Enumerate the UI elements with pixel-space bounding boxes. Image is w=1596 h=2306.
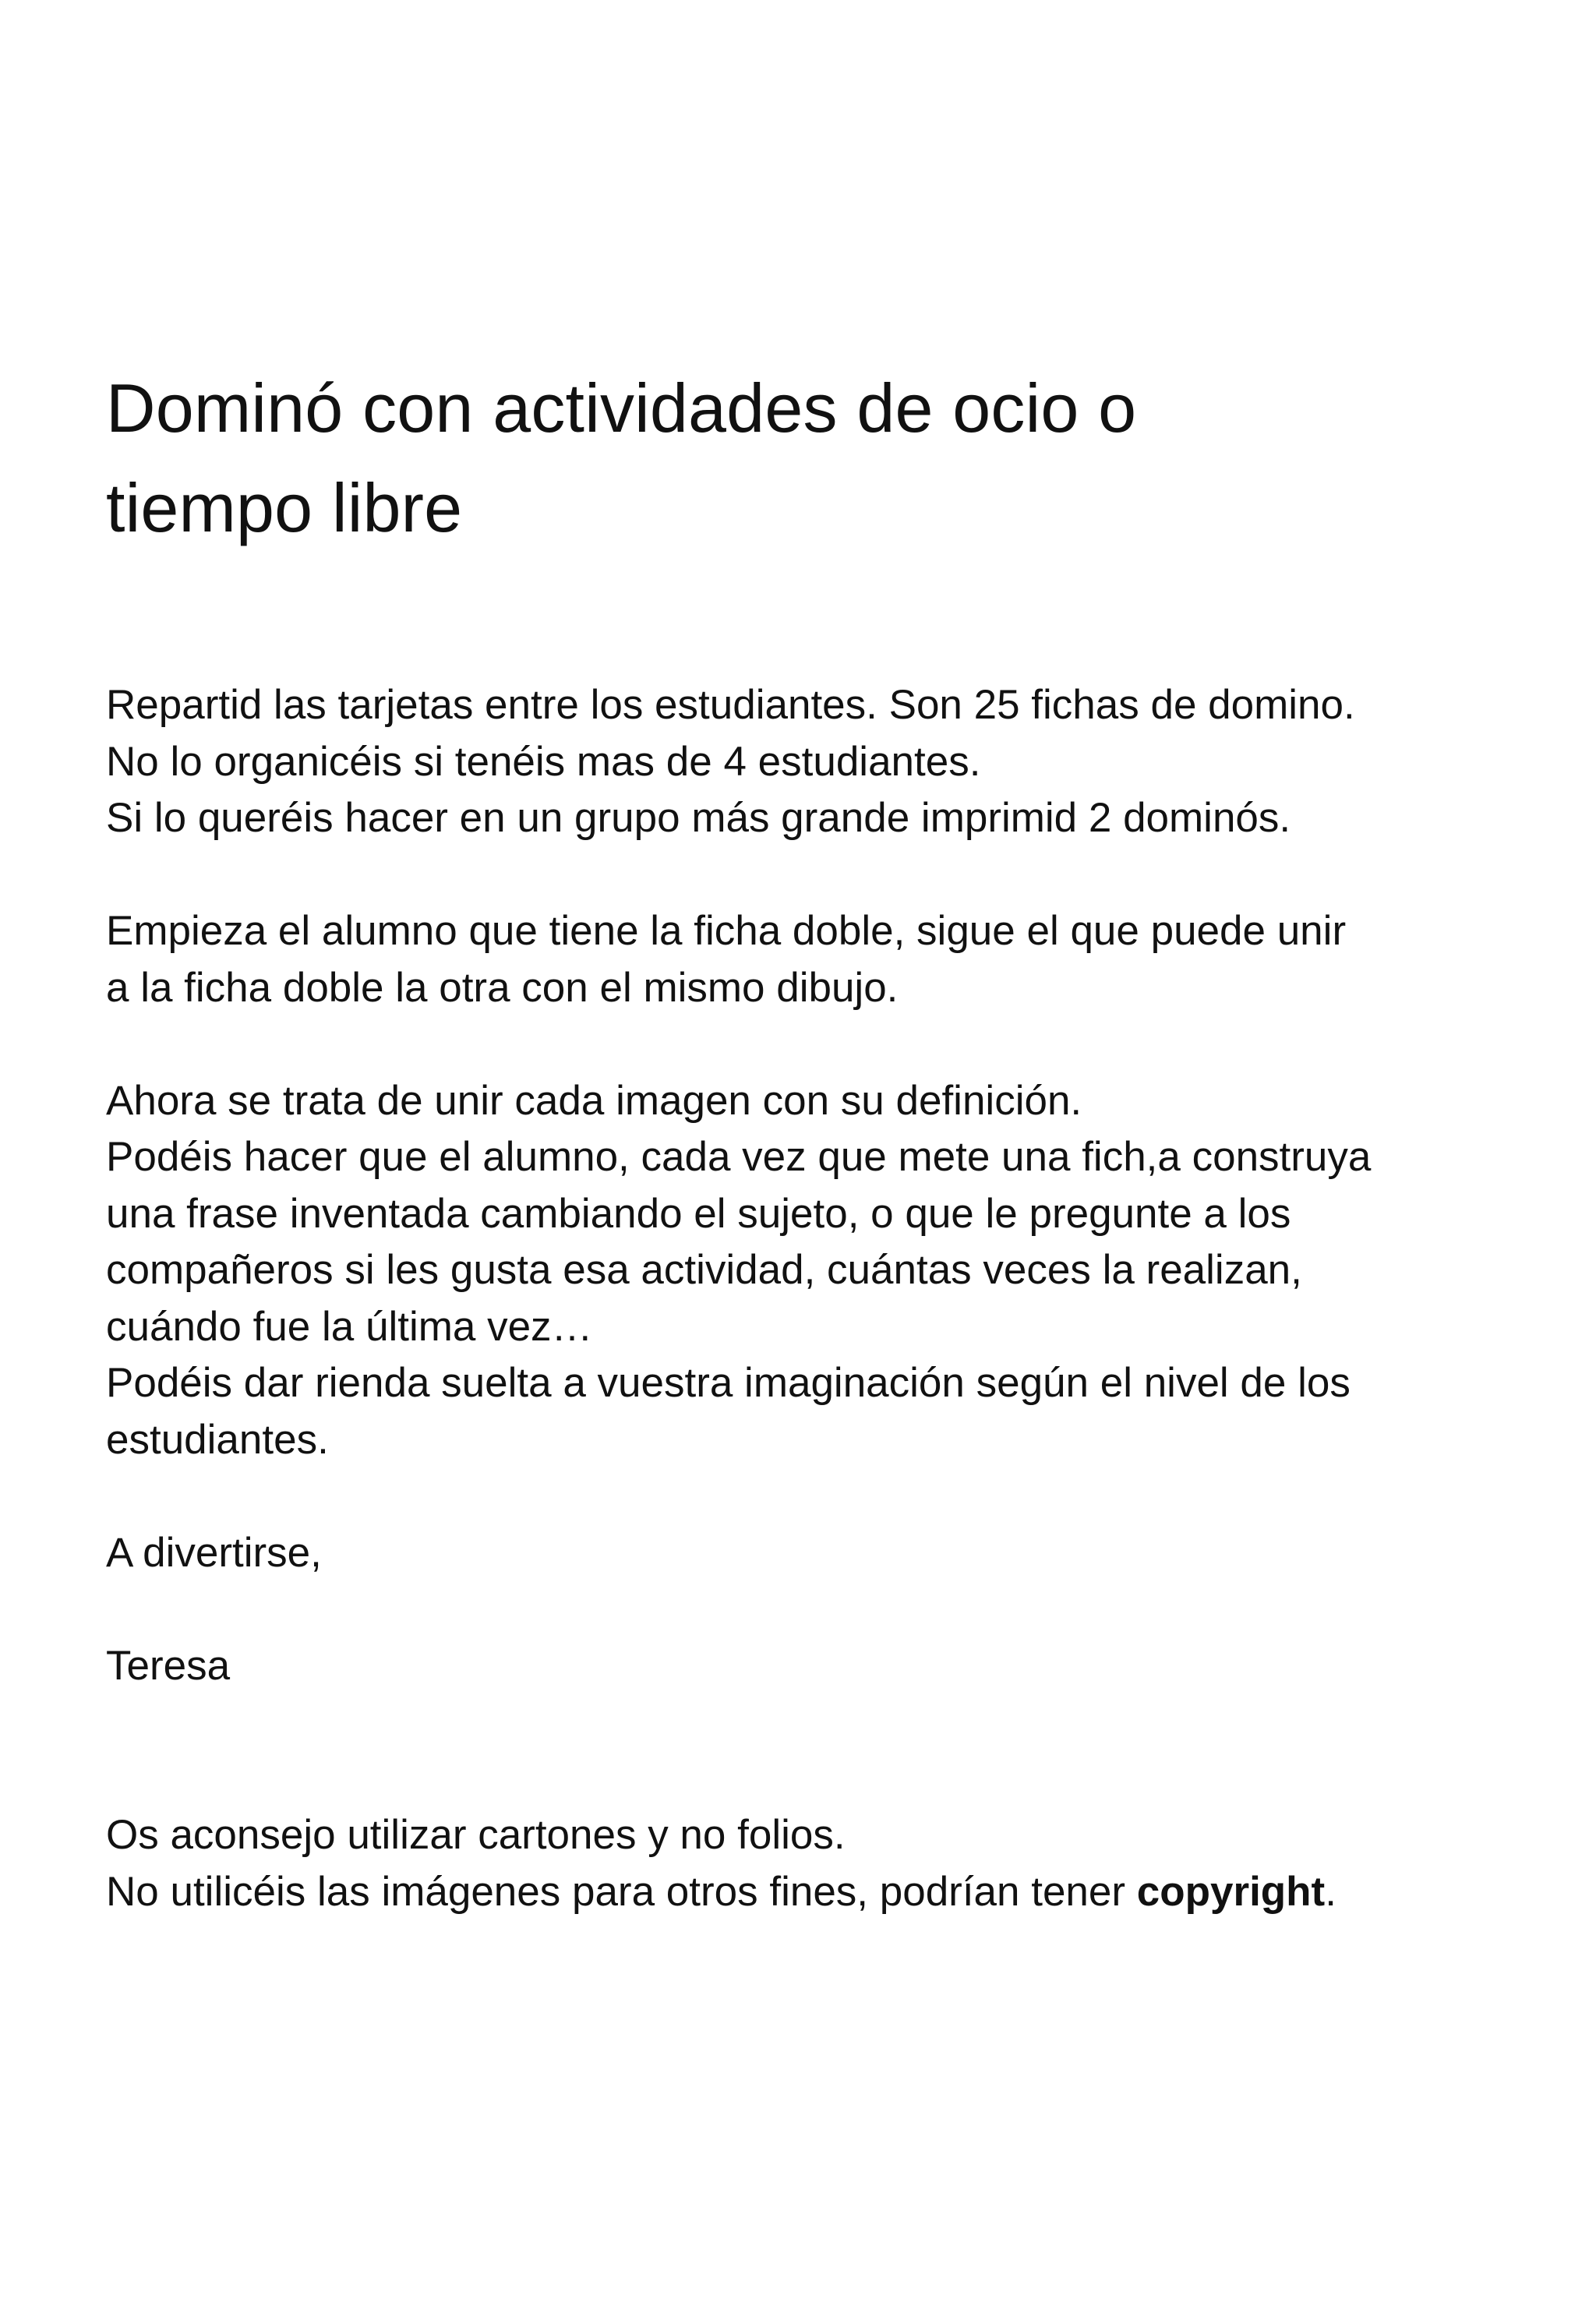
title-line: tiempo libre	[106, 469, 463, 546]
text-line: estudiantes.	[106, 1416, 329, 1463]
notes-paragraph	[106, 1807, 1509, 1920]
signature-paragraph	[106, 1638, 1509, 1695]
text-line: cuándo fue la última vez…	[106, 1303, 593, 1350]
document-body	[106, 677, 1509, 1920]
copyright-notice-prefix: No utilicéis las imágenes para otros fines, podrían tener	[106, 1868, 1137, 1915]
instructions-paragraph	[106, 677, 1509, 847]
document-title	[106, 358, 1509, 558]
text-line: Podéis dar rienda suelta a vuestra imaginación según el nivel de los	[106, 1360, 1351, 1406]
text-line: Repartid las tarjetas entre los estudiantes. Son 25 fichas de domino.	[106, 682, 1355, 728]
document-page	[106, 358, 1509, 1977]
closing-paragraph	[106, 1525, 1509, 1582]
activity-paragraph	[106, 1073, 1509, 1469]
text-line: Podéis hacer que el alumno, cada vez que mete una fich,a construya	[106, 1134, 1372, 1180]
signature-text: Teresa	[106, 1642, 231, 1689]
text-line: Si lo queréis hacer en un grupo más grande imprimid 2 dominós.	[106, 795, 1291, 841]
text-line: una frase inventada cambiando el sujeto, o que le pregunte a los	[106, 1190, 1291, 1237]
copyright-notice-suffix: .	[1325, 1868, 1336, 1915]
copyright-word: copyright	[1136, 1868, 1326, 1915]
advice-text: Os aconsejo utilizar cartones y no folios.	[106, 1812, 846, 1858]
text-line: No lo organicéis si tenéis mas de 4 estudiantes.	[106, 738, 981, 785]
text-line: Empieza el alumno que tiene la ficha doble, sigue el que puede unir	[106, 908, 1347, 954]
text-line: Ahora se trata de unir cada imagen con su definición.	[106, 1077, 1082, 1124]
start-rules-paragraph	[106, 903, 1509, 1016]
text-line: a la ficha doble la otra con el mismo dibujo.	[106, 964, 899, 1011]
title-line: Dominó con actividades de ocio o	[106, 369, 1137, 447]
closing-text: A divertirse,	[106, 1529, 322, 1576]
text-line: compañeros si les gusta esa actividad, cuántas veces la realizan,	[106, 1247, 1302, 1293]
copyright-notice	[106, 1864, 1509, 1921]
